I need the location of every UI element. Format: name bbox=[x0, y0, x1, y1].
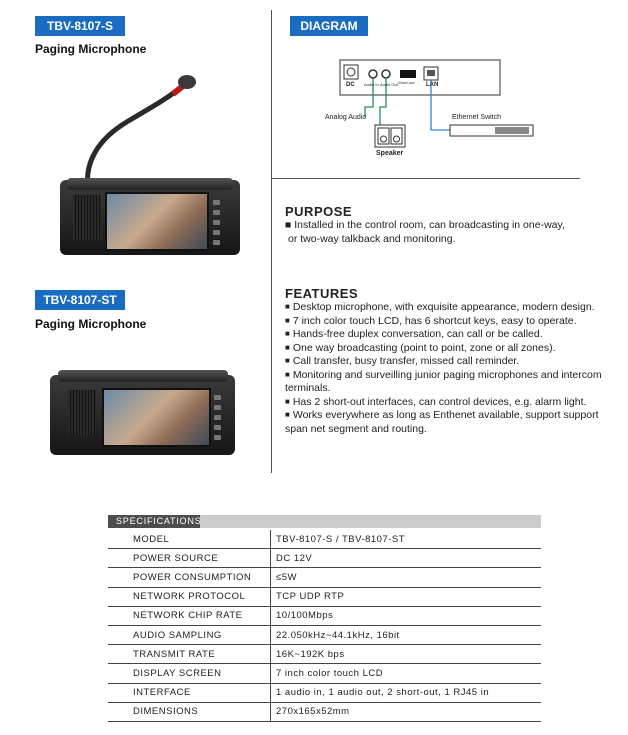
spec-value: TBV-8107-S / TBV-8107-ST bbox=[271, 530, 542, 549]
spec-value: 7 inch color touch LCD bbox=[271, 664, 542, 683]
spec-key: MODEL bbox=[108, 530, 271, 549]
purpose-title: PURPOSE bbox=[285, 204, 353, 219]
table-row bbox=[108, 664, 541, 683]
table-row bbox=[108, 645, 541, 664]
feature-item: ■ Works everywhere as long as Enthenet available, support support span net segment and routing. bbox=[285, 409, 605, 436]
spec-value: 1 audio in, 1 audio out, 2 short-out, 1 RJ45 in bbox=[271, 683, 542, 702]
spec-key: DIMENSIONS bbox=[108, 702, 271, 721]
spec-key: NETWORK CHIP RATE bbox=[108, 606, 271, 625]
audio-in-label: Audio In bbox=[364, 82, 379, 87]
feature-item: ■ One way broadcasting (point to point, zone or all zones). bbox=[285, 342, 605, 356]
model-tag-1: TBV-8107-S bbox=[35, 16, 125, 36]
short-out-label: Short-out bbox=[398, 80, 415, 85]
table-row bbox=[108, 683, 541, 702]
spec-key: POWER SOURCE bbox=[108, 549, 271, 568]
table-row bbox=[108, 702, 541, 721]
spec-value: TCP UDP RTP bbox=[271, 587, 542, 606]
specifications-table bbox=[108, 530, 541, 722]
model-tag-2: TBV-8107-ST bbox=[35, 290, 125, 310]
feature-item: ■ Desktop microphone, with exquisite appearance, modern design. bbox=[285, 301, 605, 315]
table-row bbox=[108, 568, 541, 587]
paging-microphone-image-2 bbox=[50, 370, 240, 460]
spec-value: 270x165x52mm bbox=[271, 702, 542, 721]
spec-value: DC 12V bbox=[271, 549, 542, 568]
table-row bbox=[108, 625, 541, 644]
spec-key: NETWORK PROTOCOL bbox=[108, 587, 271, 606]
audio-out-label: Audio Out bbox=[380, 82, 398, 87]
lan-label: LAN bbox=[426, 82, 439, 88]
spec-key: AUDIO SAMPLING bbox=[108, 625, 271, 644]
paging-microphone-image-1 bbox=[55, 70, 245, 260]
specifications-header bbox=[108, 515, 541, 528]
feature-item: ■ Hands-free duplex conversation, can call or be called. bbox=[285, 328, 605, 342]
specifications-title: SPECIFICATIONS bbox=[108, 515, 200, 528]
table-row bbox=[108, 530, 541, 549]
feature-item: ■ Call transfer, busy transfer, missed call reminder. bbox=[285, 355, 605, 369]
dc-label: DC bbox=[346, 82, 355, 88]
spec-value: 22.050kHz~44.1kHz, 16bit bbox=[271, 625, 542, 644]
purpose-text bbox=[285, 219, 605, 246]
table-row bbox=[108, 587, 541, 606]
table-row bbox=[108, 606, 541, 625]
diagram-divider bbox=[272, 178, 580, 179]
spec-value: 10/100Mbps bbox=[271, 606, 542, 625]
purpose-line-2: or two-way talkback and monitoring. bbox=[288, 232, 456, 245]
feature-item: ■ 7 inch color touch LCD, has 6 shortcut keys, easy to operate. bbox=[285, 315, 605, 329]
speaker-label: Speaker bbox=[376, 150, 404, 157]
ethernet-switch-label: Ethernet Switch bbox=[452, 114, 502, 121]
product-name-1: Paging Microphone bbox=[35, 42, 147, 56]
spec-value: ≤5W bbox=[271, 568, 542, 587]
column-divider bbox=[271, 10, 272, 473]
product-name-2: Paging Microphone bbox=[35, 317, 147, 331]
analog-audio-label: Analog Audio bbox=[325, 114, 367, 121]
purpose-line-1: ■ Installed in the control room, can broadcasting in one-way, bbox=[285, 219, 565, 231]
features-title: FEATURES bbox=[285, 286, 359, 301]
connection-diagram bbox=[300, 55, 545, 165]
spec-key: POWER CONSUMPTION bbox=[108, 568, 271, 587]
spec-key: INTERFACE bbox=[108, 683, 271, 702]
spec-key: DISPLAY SCREEN bbox=[108, 664, 271, 683]
spec-value: 16K~192K bps bbox=[271, 645, 542, 664]
features-list bbox=[285, 301, 605, 436]
diagram-tag: DIAGRAM bbox=[290, 16, 368, 36]
spec-key: TRANSMIT RATE bbox=[108, 645, 271, 664]
feature-item: ■ Has 2 short-out interfaces, can control devices, e.g. alarm light. bbox=[285, 396, 605, 410]
feature-item: ■ Monitoring and surveilling junior paging microphones and intercom terminals. bbox=[285, 369, 605, 396]
table-row bbox=[108, 549, 541, 568]
